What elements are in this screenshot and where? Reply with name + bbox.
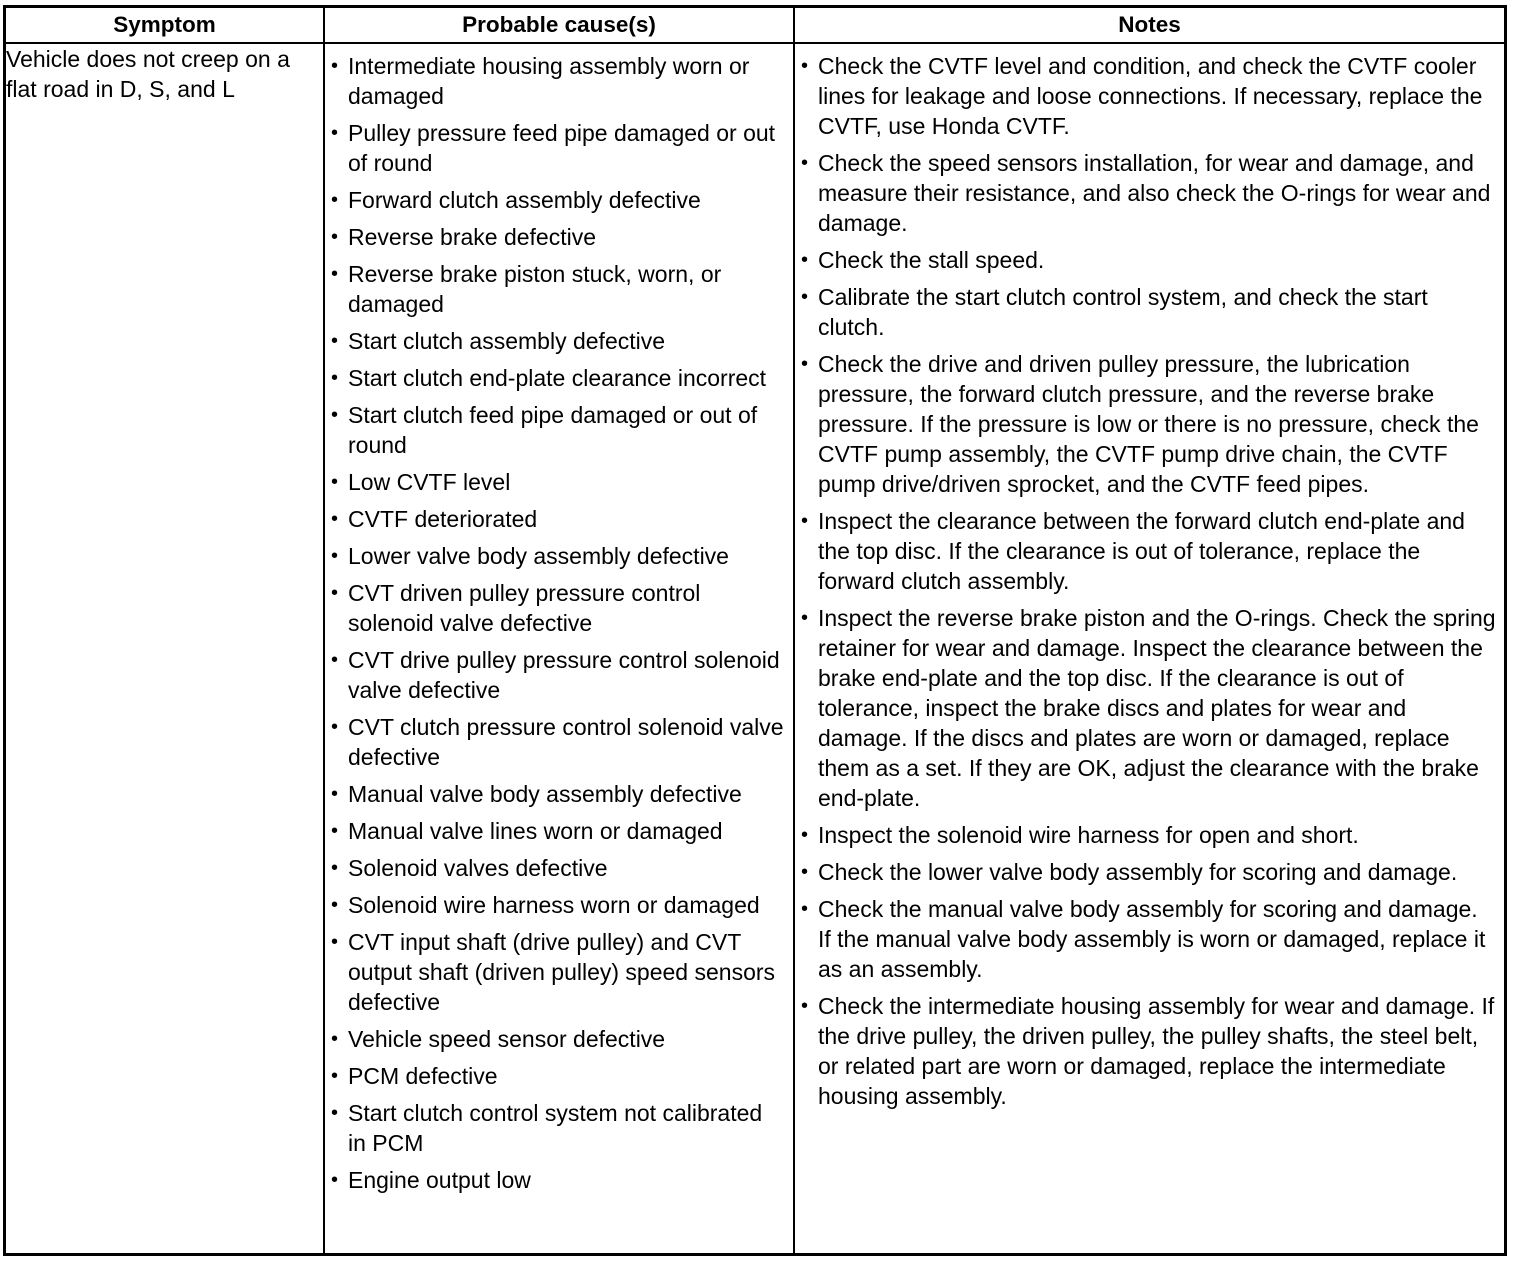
cause-list-item: • Low CVTF level [332, 467, 785, 497]
cause-list-item: • Start clutch assembly defective [332, 326, 785, 356]
probable-causes-cell [324, 43, 794, 1253]
notes-cell [794, 43, 1504, 1253]
notes-header: Notes [794, 8, 1504, 43]
cause-list-item: • Manual valve lines worn or damaged [332, 816, 785, 846]
note-list-item: • Inspect the solenoid wire harness for open and short. [802, 820, 1496, 850]
probable-causes-list [325, 44, 793, 1195]
cause-list-item: • Intermediate housing assembly worn or damaged [332, 51, 785, 111]
header-row [6, 8, 1504, 43]
note-list-item: • Check the speed sensors installation, for wear and damage, and measure their resistance, and also check the O-rings for wear and damage. [802, 148, 1496, 238]
symptom-cell: Vehicle does not creep on a flat road in D, S, and L [6, 43, 324, 1253]
note-list-item: • Inspect the clearance between the forward clutch end-plate and the top disc. If the clearance is out of tolerance, replace the forward clutch assembly. [802, 506, 1496, 596]
cause-list-item: • Start clutch control system not calibrated in PCM [332, 1098, 785, 1158]
note-list-item: • Check the manual valve body assembly for scoring and damage. If the manual valve body assembly is worn or damaged, replace it as an assembly. [802, 894, 1496, 984]
cause-list-item: • Solenoid wire harness worn or damaged [332, 890, 785, 920]
notes-list [795, 44, 1504, 1111]
cause-list-item: • CVT drive pulley pressure control solenoid valve defective [332, 645, 785, 705]
probable-causes-header: Probable cause(s) [324, 8, 794, 43]
cause-list-item: • Manual valve body assembly defective [332, 779, 785, 809]
table-row [6, 43, 1504, 1253]
troubleshooting-table [6, 8, 1504, 1253]
note-list-item: • Calibrate the start clutch control system, and check the start clutch. [802, 282, 1496, 342]
cause-list-item: • Reverse brake piston stuck, worn, or damaged [332, 259, 785, 319]
cause-list-item: • CVTF deteriorated [332, 504, 785, 534]
note-list-item: • Check the lower valve body assembly for scoring and damage. [802, 857, 1496, 887]
cause-list-item: • CVT input shaft (drive pulley) and CVT output shaft (driven pulley) speed sensors defective [332, 927, 785, 1017]
cause-list-item: • Forward clutch assembly defective [332, 185, 785, 215]
symptom-header: Symptom [6, 8, 324, 43]
cause-list-item: • CVT clutch pressure control solenoid valve defective [332, 712, 785, 772]
cause-list-item: • Engine output low [332, 1165, 785, 1195]
note-list-item: • Check the stall speed. [802, 245, 1496, 275]
cause-list-item: • Start clutch end-plate clearance incorrect [332, 363, 785, 393]
troubleshooting-table-frame [3, 5, 1507, 1256]
cause-list-item: • Pulley pressure feed pipe damaged or out of round [332, 118, 785, 178]
cause-list-item: • CVT driven pulley pressure control solenoid valve defective [332, 578, 785, 638]
cause-list-item: • Lower valve body assembly defective [332, 541, 785, 571]
cause-list-item: • Solenoid valves defective [332, 853, 785, 883]
note-list-item: • Check the intermediate housing assembly for wear and damage. If the drive pulley, the driven pulley, the pulley shafts, the steel belt, or related part are worn or damaged, replace the intermediate housing assembly. [802, 991, 1496, 1111]
cause-list-item: • Vehicle speed sensor defective [332, 1024, 785, 1054]
note-list-item: • Check the CVTF level and condition, and check the CVTF cooler lines for leakage and loose connections. If necessary, replace the CVTF, use Honda CVTF. [802, 51, 1496, 141]
cause-list-item: • Reverse brake defective [332, 222, 785, 252]
cause-list-item: • PCM defective [332, 1061, 785, 1091]
note-list-item: • Inspect the reverse brake piston and the O-rings. Check the spring retainer for wear and damage. Inspect the clearance between the brake end-plate and the top disc. If the clearance is out of tolerance, inspect the brake discs and plates for wear and damage. If the discs and plates are worn or damaged, replace them as a set. If they are OK, adjust the clearance with the brake end-plate. [802, 603, 1496, 813]
note-list-item: • Check the drive and driven pulley pressure, the lubrication pressure, the forward clutch pressure, and the reverse brake pressure. If the pressure is low or there is no pressure, check the CVTF pump assembly, the CVTF pump drive chain, the CVTF pump drive/driven sprocket, and the CVTF feed pipes. [802, 349, 1496, 499]
cause-list-item: • Start clutch feed pipe damaged or out of round [332, 400, 785, 460]
